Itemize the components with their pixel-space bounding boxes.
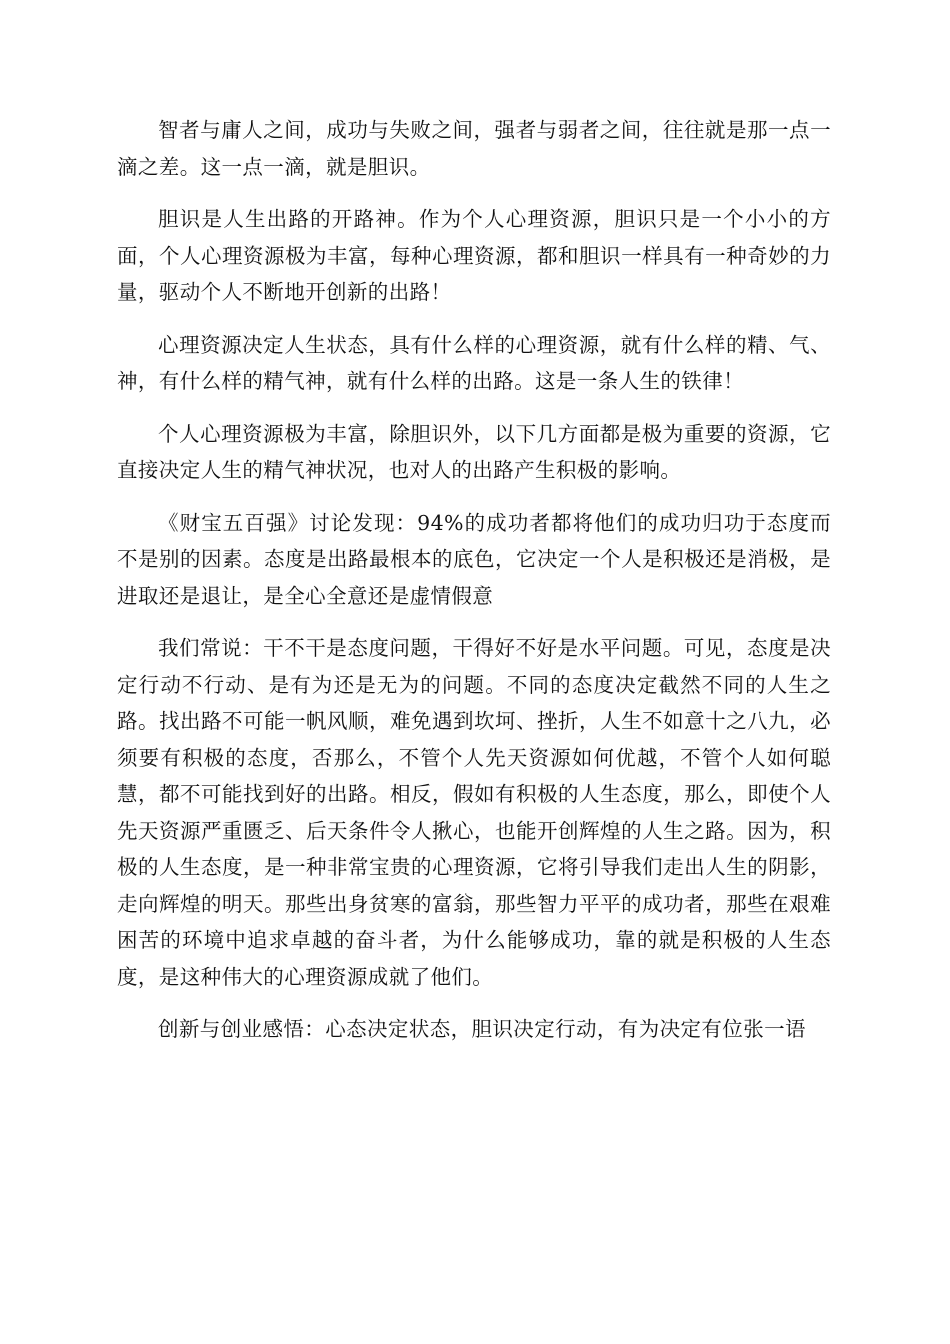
paragraph-1: 智者与庸人之间，成功与失败之间，强者与弱者之间，往往就是那一点一滴之差。这一点一滴，就是胆识。 <box>117 118 831 179</box>
paragraph-6: 我们常说：干不干是态度问题，干得好不好是水平问题。可见，态度是决定行动不行动、是有为还是无为的问题。不同的态度决定截然不同的人生之路。找出路不可能一帆风顺，难免遇到坎坷、挫折，人生不如意十之八九，必须要有积极的态度，否那么，不管个人先天资源如何优越，不管个人如何聪慧，都不可能找到好的出路。相反，假如有积极的人生态度，那么，即使个人先天资源严重匮乏、后天条件令人揪心，也能开创辉煌的人生之路。因为，积极的人生态度，是一种非常宝贵的心理资源，它将引导我们走出人生的阴影，走向辉煌的明天。那些出身贫寒的富翁，那些智力平平的成功者，那些在艰难困苦的环境中追求卓越的奋斗者，为什么能够成功，靠的就是积极的人生态度，是这种伟大的心理资源成就了他们。 <box>117 636 831 989</box>
paragraph-7: 创新与创业感悟：心态决定状态，胆识决定行动，有为决定有位张一语 <box>158 1017 806 1041</box>
paragraph-2: 胆识是人生出路的开路神。作为个人心理资源，胆识只是一个小小的方面，个人心理资源极为丰富，每种心理资源，都和胆识一样具有一种奇妙的力量，驱动个人不断地开创新的出路！ <box>117 207 831 304</box>
paragraph-4: 个人心理资源极为丰富，除胆识外，以下几方面都是极为重要的资源，它直接决定人生的精气神状况，也对人的出路产生积极的影响。 <box>117 421 831 482</box>
paragraph-5: 《财宝五百强》讨论发现：94%的成功者都将他们的成功归功于态度而不是别的因素。态度是出路最根本的底色，它决定一个人是积极还是消极，是进取还是退让，是全心全意还是虚情假意 <box>117 510 831 608</box>
document-body <box>117 112 831 1064</box>
paragraph-3: 心理资源决定人生状态，具有什么样的心理资源，就有什么样的精、气、神，有什么样的精气神，就有什么样的出路。这是一条人生的铁律！ <box>117 332 831 393</box>
